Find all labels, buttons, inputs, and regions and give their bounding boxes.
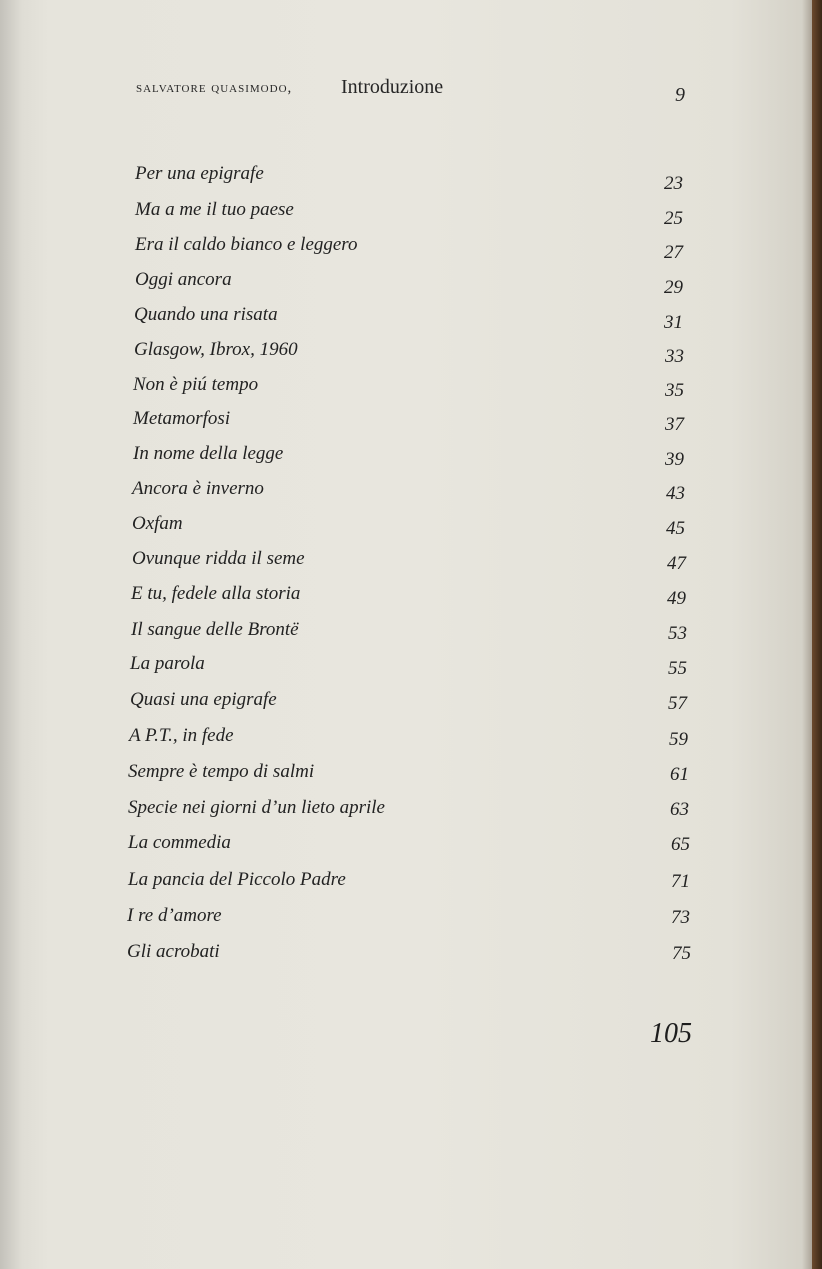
toc-entry-title: I re d’amore [127, 905, 222, 926]
toc-entry-page: 43 [666, 483, 685, 504]
toc-entry-title: Il sangue delle Brontë [131, 619, 299, 640]
toc-entry-page: 57 [668, 693, 687, 714]
toc-entry-page: 37 [665, 414, 684, 435]
toc-entry-title: Per una epigrafe [135, 163, 264, 184]
toc-entry-title: A P.T., in fede [129, 725, 234, 746]
toc-entry-title: Oxfam [132, 513, 183, 534]
toc-entry-page: 33 [665, 346, 684, 367]
toc-entry-title: Ma a me il tuo paese [135, 199, 294, 220]
toc-entry-title: Ancora è inverno [132, 478, 264, 499]
header-title: Introduzione [341, 76, 444, 98]
toc-entry-title: Non è piú tempo [133, 374, 259, 395]
toc-entry-page: 49 [667, 588, 686, 609]
toc-entry-title: Ovunque ridda il seme [132, 548, 305, 569]
toc-entry-page: 65 [671, 834, 690, 855]
toc-entry-title: La parola [130, 653, 205, 674]
toc-entry-page: 75 [672, 943, 691, 964]
toc-entry-title: Oggi ancora [135, 269, 232, 290]
toc-entry-title: Gli acrobati [127, 941, 220, 962]
toc-entry-page: 53 [668, 623, 687, 644]
toc-entry-page: 29 [664, 277, 683, 298]
toc-entry-title: Quasi una epigrafe [130, 689, 277, 710]
toc-entry-title: Era il caldo bianco e leggero [135, 234, 358, 255]
toc-entry-page: 31 [664, 312, 683, 333]
toc-entry-title: La commedia [128, 832, 231, 853]
page-folio: 105 [650, 1018, 692, 1049]
toc-entry-page: 59 [669, 729, 688, 750]
header-author: salvatore quasimodo, [136, 80, 293, 96]
toc-entry-page: 25 [664, 208, 683, 229]
toc-entry-page: 61 [670, 764, 689, 785]
toc-entry-title: Quando una risata [134, 304, 278, 325]
toc-entry-page: 63 [670, 799, 689, 820]
toc-entry-page: 39 [665, 449, 684, 470]
header-page-number: 9 [675, 84, 685, 106]
toc-entry-title: E tu, fedele alla storia [131, 583, 301, 604]
toc-entry-page: 73 [671, 907, 690, 928]
toc-entry-page: 35 [665, 380, 684, 401]
toc-entry-title: Glasgow, Ibrox, 1960 [134, 339, 298, 360]
toc-entry-title: Sempre è tempo di salmi [128, 761, 315, 782]
toc-entry-title: Specie nei giorni d’un lieto aprile [128, 797, 385, 818]
toc-entry-page: 71 [671, 871, 690, 892]
toc-entry-page: 27 [664, 242, 683, 263]
toc-entry-page: 55 [668, 658, 687, 679]
toc-entry-page: 47 [667, 553, 686, 574]
toc-entry-page: 45 [666, 518, 685, 539]
toc-entry-title: Metamorfosi [133, 408, 231, 429]
toc-entry-page: 23 [664, 173, 683, 194]
toc-entry-title: La pancia del Piccolo Padre [128, 869, 346, 890]
toc-entry-title: In nome della legge [133, 443, 284, 464]
book-edge [812, 0, 822, 1269]
